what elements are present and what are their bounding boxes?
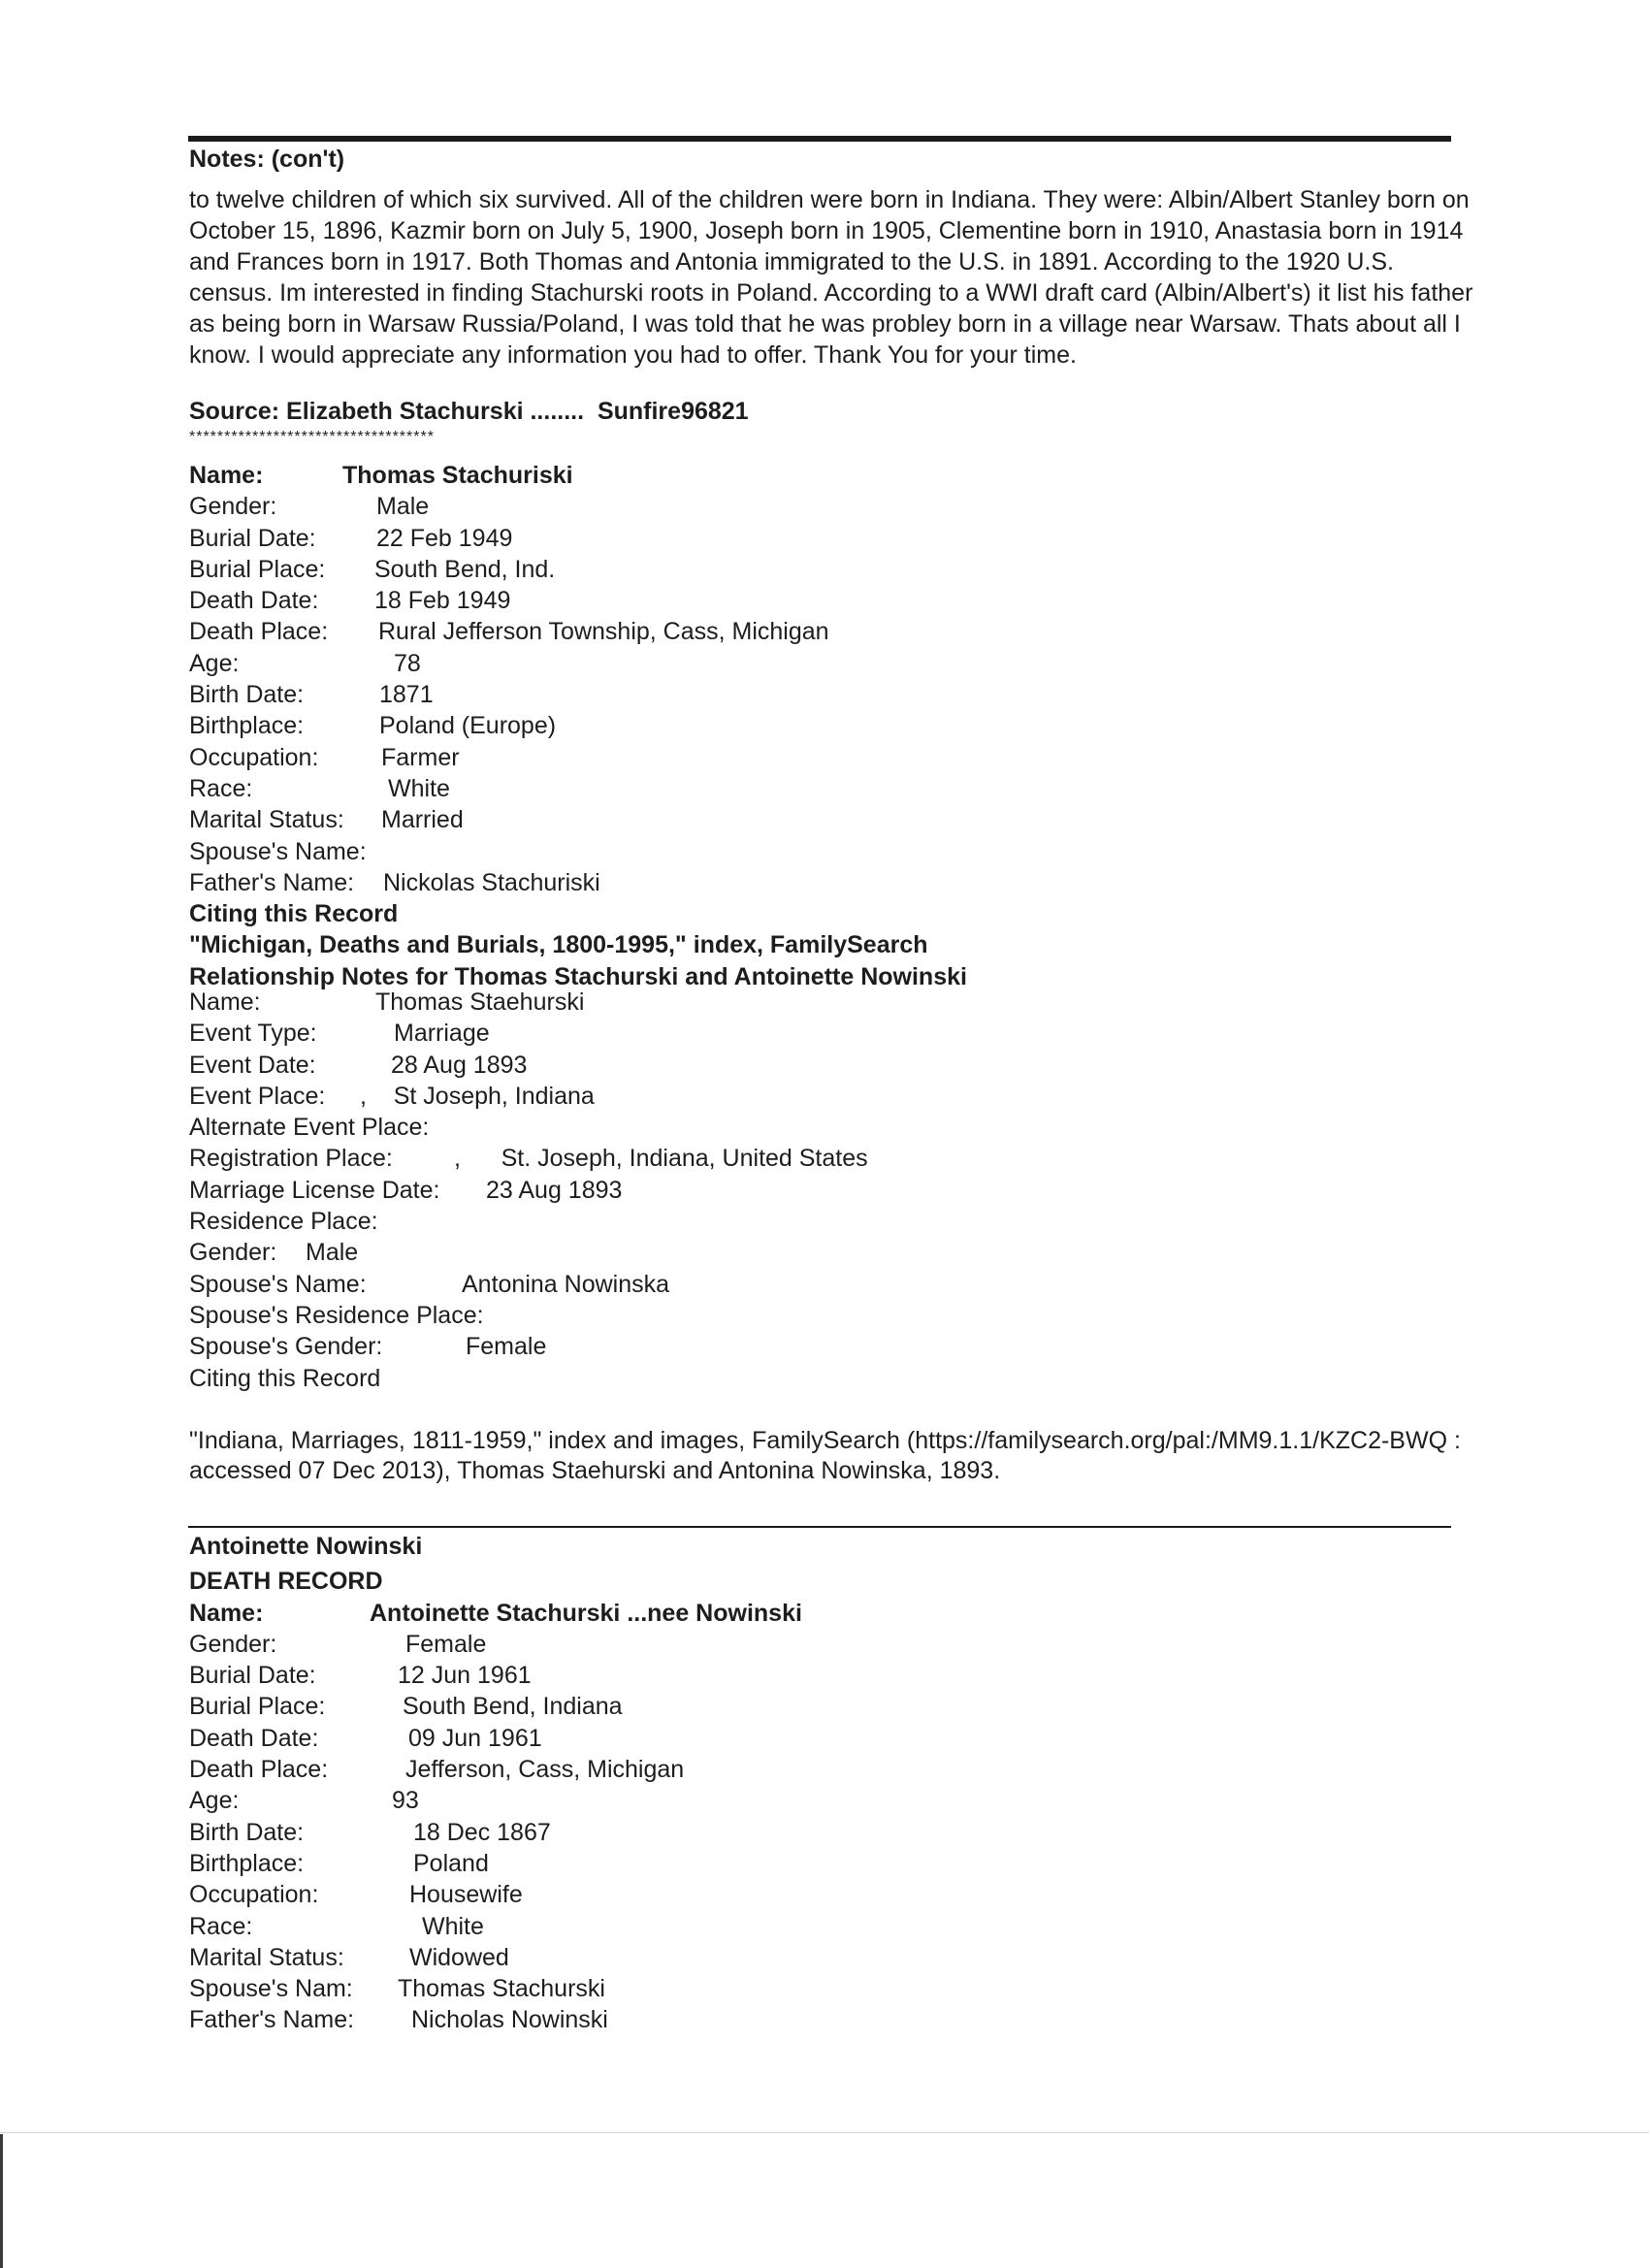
field-label: Gender: xyxy=(189,1630,277,1658)
citation-title: "Michigan, Deaths and Burials, 1800-1995," index, FamilySearch xyxy=(189,931,928,959)
record-row xyxy=(189,1691,623,1722)
field-value: Marriage xyxy=(394,1020,490,1048)
section-rule xyxy=(188,1526,1451,1528)
record-row xyxy=(189,2004,608,2035)
field-value: Thomas Stachurski xyxy=(398,1975,605,2003)
field-label: Gender: xyxy=(189,1239,277,1267)
field-value: 18 Feb 1949 xyxy=(374,587,511,615)
field-value: , St Joseph, Indiana xyxy=(360,1082,595,1110)
field-label: Marriage License Date: xyxy=(189,1176,440,1204)
record-row xyxy=(189,1911,484,1942)
field-label: Father's Name: xyxy=(189,868,355,896)
field-label: Death Date: xyxy=(189,587,319,615)
field-label: Residence Place: xyxy=(189,1208,378,1236)
field-value: White xyxy=(388,774,450,802)
record-row xyxy=(189,616,967,647)
field-label: Birthplace: xyxy=(189,712,305,740)
field-label: Birthplace: xyxy=(189,1849,305,1877)
field-value: 23 Aug 1893 xyxy=(486,1176,623,1204)
record-row xyxy=(189,742,967,773)
field-label: Occupation: xyxy=(189,743,319,771)
record-row xyxy=(189,648,967,679)
record-row xyxy=(189,773,967,804)
field-value: 12 Jun 1961 xyxy=(398,1662,532,1690)
record-row xyxy=(189,1817,551,1848)
field-label: Spouse's Name: xyxy=(189,837,367,865)
field-value: Widowed xyxy=(409,1943,509,1971)
record-row xyxy=(189,1723,542,1754)
death-record-heading: DEATH RECORD xyxy=(189,1568,383,1596)
field-label: Event Date: xyxy=(189,1051,316,1079)
field-label: Burial Date: xyxy=(189,524,316,552)
field-value: Thomas Stachuriski xyxy=(342,462,573,489)
field-label: Death Place: xyxy=(189,618,329,646)
record-row xyxy=(189,460,967,491)
field-value: Housewife xyxy=(409,1881,523,1909)
field-value: Male xyxy=(306,1239,359,1267)
record-row xyxy=(189,710,967,741)
record-row xyxy=(189,1785,422,1816)
record-row xyxy=(189,804,967,835)
field-value: White xyxy=(422,1912,484,1940)
field-label: Burial Place: xyxy=(189,1693,326,1721)
antoinette-heading: Antoinette Nowinski xyxy=(189,1533,423,1560)
field-label: Age: xyxy=(189,649,240,677)
field-label: Citing this Record xyxy=(189,1364,381,1392)
citing-record-heading: Citing this Record xyxy=(189,900,399,928)
field-label: Marital Status: xyxy=(189,806,344,834)
field-value: Male xyxy=(376,493,430,521)
record-row xyxy=(189,554,967,585)
record-row xyxy=(189,679,967,710)
record-row xyxy=(189,1754,685,1785)
field-value: Female xyxy=(466,1333,547,1361)
record-row xyxy=(189,1848,489,1879)
field-label: Occupation: xyxy=(189,1881,319,1909)
citation-text: "Indiana, Marriages, 1811-1959," index and images, FamilySearch (https://familysearch.org/pal:/MM9.1.1/KZC2-BWQ : accessed 07 Dec 2013), Thomas Staehurski and Antonina Nowinska, 1893. xyxy=(189,1427,1461,1484)
field-label: Registration Place: xyxy=(189,1145,393,1173)
field-label: Event Place: xyxy=(189,1082,326,1110)
field-label: Burial Date: xyxy=(189,1662,316,1690)
field-value: South Bend, Ind. xyxy=(374,555,556,583)
field-value: Poland (Europe) xyxy=(379,712,557,740)
field-value: Nicholas Nowinski xyxy=(411,2006,608,2034)
field-label: Name: xyxy=(189,1599,264,1627)
record-row xyxy=(189,585,967,616)
field-value: 22 Feb 1949 xyxy=(376,524,513,552)
field-label: Name: xyxy=(189,462,264,489)
record-row xyxy=(189,1973,605,2004)
record-row xyxy=(189,523,967,554)
field-label: Gender: xyxy=(189,493,277,521)
field-value: Married xyxy=(381,806,464,834)
notes-header: Notes: (con't) xyxy=(189,146,345,173)
field-value: Farmer xyxy=(381,743,460,771)
top-rule xyxy=(188,136,1451,142)
field-value: Rural Jefferson Township, Cass, Michigan xyxy=(378,618,829,646)
relationship-heading: Relationship Notes for Thomas Stachurski and Antoinette Nowinski xyxy=(189,962,967,990)
field-value: 28 Aug 1893 xyxy=(391,1051,528,1079)
source-line: Source: Elizabeth Stachurski ........ Sunfire96821 xyxy=(189,398,749,425)
field-value: 18 Dec 1867 xyxy=(413,1818,551,1846)
field-value: Antonina Nowinska xyxy=(462,1270,670,1298)
field-value: Female xyxy=(405,1630,487,1658)
field-value: 78 xyxy=(394,649,421,677)
field-label: Death Place: xyxy=(189,1756,329,1784)
field-label: Spouse's Nam: xyxy=(189,1975,353,2003)
record-row xyxy=(189,1660,532,1691)
field-value: Jefferson, Cass, Michigan xyxy=(405,1756,685,1784)
record-row xyxy=(189,1629,487,1660)
record-row xyxy=(189,491,967,522)
record-row xyxy=(189,867,967,898)
notes-paragraph: to twelve children of which six survived. All of the children were born in Indiana. They were: Albin/Albert Stanley born on October 15, 1896, Kazmir born on July 5, 1900, Joseph born in 1905, Clementine born in 1910, Anastasia born in 1914 and Frances born in 1917. Both Thomas and Antonia immigrated to the U.S. in 1891. According to the 1920 U.S. census. Im interested in finding Stachurski roots in Poland. According to a WWI draft card (Albin/Albert's) it list his father as being born in Warsaw Russia/Poland, I was told that he was probley born in a village near Warsaw. Thats about all I know. I would appreciate any information you had to offer. Thank You for your time. xyxy=(189,186,1473,369)
field-value: Antoinette Stachurski ...nee Nowinski xyxy=(370,1599,802,1627)
field-label: Spouse's Name: xyxy=(189,1270,367,1298)
antoinette-record xyxy=(189,1531,802,2036)
field-label: Birth Date: xyxy=(189,1818,305,1846)
field-label: Race: xyxy=(189,1912,253,1940)
field-value: 09 Jun 1961 xyxy=(408,1724,542,1752)
field-label: Birth Date: xyxy=(189,681,305,709)
field-label: Age: xyxy=(189,1787,240,1815)
field-label: Father's Name: xyxy=(189,2006,355,2034)
field-label: Spouse's Gender: xyxy=(189,1333,383,1361)
scan-mark xyxy=(0,2134,3,2268)
field-label: Marital Status: xyxy=(189,1943,344,1971)
field-value: South Bend, Indiana xyxy=(403,1693,623,1721)
field-value: 1871 xyxy=(379,681,434,709)
field-value: , St. Joseph, Indiana, United States xyxy=(454,1145,868,1173)
field-label: Burial Place: xyxy=(189,555,326,583)
field-label: Alternate Event Place: xyxy=(189,1114,430,1142)
record-row xyxy=(189,1879,523,1910)
scan-edge xyxy=(0,2132,1649,2133)
field-label: Spouse's Residence Place: xyxy=(189,1301,484,1329)
star-separator: *********************************** xyxy=(189,429,435,445)
field-label: Race: xyxy=(189,774,253,802)
record-row xyxy=(189,1942,509,1973)
field-value: 93 xyxy=(392,1787,419,1815)
record-row xyxy=(189,836,967,867)
field-value: Poland xyxy=(413,1849,489,1877)
field-label: Death Date: xyxy=(189,1724,319,1752)
field-value: Nickolas Stachuriski xyxy=(383,868,600,896)
thomas-record xyxy=(189,460,967,992)
record-row xyxy=(189,1598,802,1629)
field-value: Thomas Staehurski xyxy=(375,988,585,1016)
field-label: Event Type: xyxy=(189,1020,317,1048)
field-label: Name: xyxy=(189,988,261,1016)
